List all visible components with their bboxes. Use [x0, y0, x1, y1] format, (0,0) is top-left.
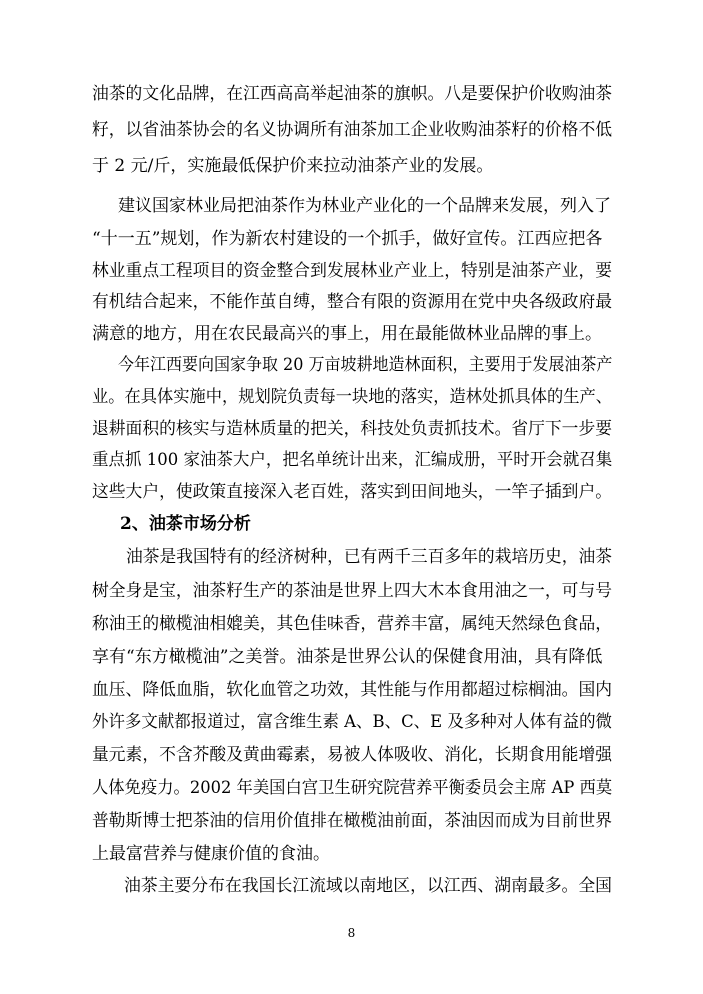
section-paragraph-1-line-5: 血压、降低血脂，软化血管之功效，其性能与作用都超过棕榈油。国内 [92, 680, 612, 700]
paragraph-2-line-3: 林业重点工程项目的资金整合到发展林业产业上，特别是油茶产业，要 [92, 261, 612, 281]
paragraph-2-line-4: 有机结合起来，不能作茧自缚，整合有限的资源用在党中央各级政府最 [92, 292, 612, 312]
paragraph-2-line-1: 建议国家林业局把油茶作为林业产业化的一个品牌来发展，列入了 [118, 196, 611, 216]
section-paragraph-2-line-1: 油茶主要分布在我国长江流域以南地区，以江西、湖南最多。全国 [124, 876, 612, 896]
section-paragraph-1-line-9: 普勒斯博士把茶油的信用价值排在橄榄油前面，茶油因而成为目前世界 [92, 811, 612, 831]
section-paragraph-1-line-4: 享有“东方橄榄油”之美誉。油茶是世界公认的保健食用油，具有降低 [92, 647, 603, 667]
paragraph-3-line-3: 退耕面积的核实与造林质量的把关，科技处负责抓技术。省厅下一步要 [92, 419, 612, 439]
section-paragraph-1-line-8: 人体免疫力。2002 年美国白宫卫生研究院营养平衡委员会主席 AP 西莫 [92, 778, 613, 798]
paragraph-2-line-5: 满意的地方，用在农民最高兴的事上，用在最能做林业品牌的事上。 [92, 324, 602, 344]
paragraph-3-line-4: 重点抓 100 家油茶大户，把名单统计出来，汇编成册，平时开会就召集 [92, 450, 613, 470]
paragraph-1-line-1: 油茶的文化品牌，在江西高高举起油茶的旗帜。八是要保护价收购油茶 [92, 84, 612, 104]
paragraph-1-line-2: 籽，以省油茶协会的名义协调所有油茶加工企业收购油茶籽的价格不低 [92, 120, 612, 140]
section-paragraph-1-line-6: 外许多文献都报道过，富含维生素 A、B、C、E 及多种对人体有益的微 [92, 712, 612, 732]
paragraph-3-line-1: 今年江西要向国家争取 20 万亩坡耕地造林面积，主要用于发展油茶产 [118, 355, 613, 375]
paragraph-2-line-2: “十一五”规划，作为新农村建设的一个抓手，做好宣传。江西应把各 [92, 229, 603, 249]
page-number: 8 [347, 926, 356, 940]
paragraph-3-line-2: 业。在具体实施中，规划院负责每一块地的落实，造林处抓具体的生产、 [92, 387, 612, 407]
paragraph-3-line-5: 这些大户，使政策直接深入老百姓，落实到田间地头，一竿子插到户。 [92, 482, 612, 502]
section-paragraph-1-line-3: 称油王的橄榄油相媲美，其色佳味香，营养丰富，属纯天然绿色食品， [92, 614, 612, 634]
section-paragraph-1-line-1: 油茶是我国特有的经济树种，已有两千三百多年的栽培历史，油茶 [126, 547, 612, 567]
section-heading: 2、油茶市场分析 [120, 514, 251, 534]
paragraph-1-line-3: 于 2 元/斤，实施最低保护价来拉动油茶产业的发展。 [92, 156, 494, 176]
section-paragraph-1-line-10: 上最富营养与健康价值的食油。 [92, 844, 330, 864]
section-paragraph-1-line-2: 树全身是宝，油茶籽生产的茶油是世界上四大木本食用油之一，可与号 [92, 581, 612, 601]
section-paragraph-1-line-7: 量元素，不含芥酸及黄曲霉素，易被人体吸收、消化，长期食用能增强 [92, 745, 612, 765]
